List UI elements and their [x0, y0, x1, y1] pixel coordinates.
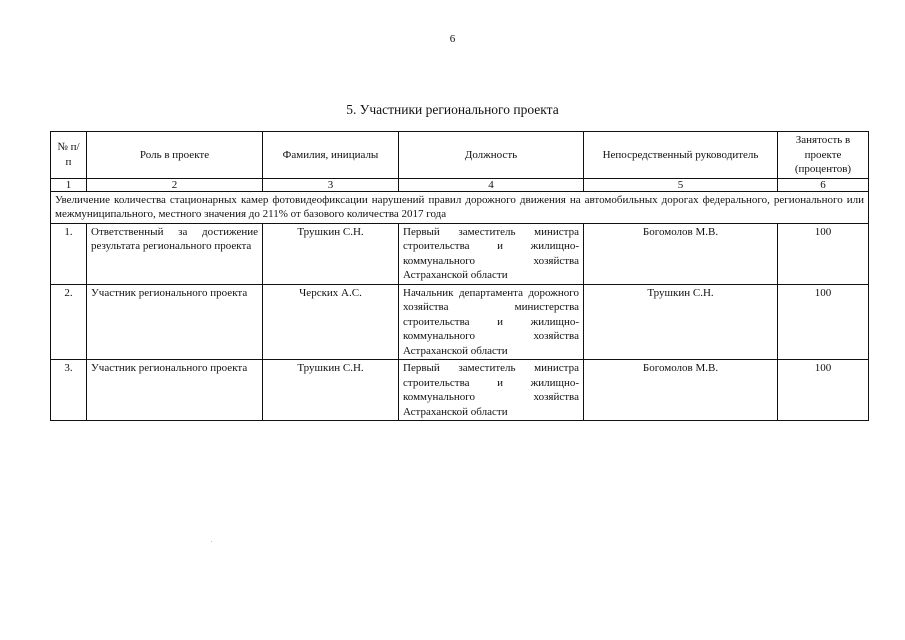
column-number: 5	[584, 178, 778, 191]
header-load: Занятость в проекте (процентов)	[778, 132, 869, 179]
column-number: 6	[778, 178, 869, 191]
row-number: 2.	[51, 284, 87, 360]
row-load: 100	[778, 223, 869, 284]
header-name: Фамилия, инициалы	[263, 132, 399, 179]
column-number: 3	[263, 178, 399, 191]
scan-speck	[211, 541, 212, 542]
row-name: Трушкин С.Н.	[263, 223, 399, 284]
row-position: Первый заместитель министра строительства и жилищно-коммунального хозяйства Астраханской области	[399, 360, 584, 421]
page-number: 6	[449, 33, 456, 45]
header-role: Роль в проекте	[87, 132, 263, 179]
row-load: 100	[778, 284, 869, 360]
row-supervisor: Трушкин С.Н.	[584, 284, 778, 360]
column-number: 4	[399, 178, 584, 191]
row-position: Начальник департамента дорожного хозяйства министерства строительства и жилищно-коммунального хозяйства Астраханской области	[399, 284, 584, 360]
row-number: 1.	[51, 223, 87, 284]
row-load: 100	[778, 360, 869, 421]
header-num: № п/п	[51, 132, 87, 179]
goal-text: Увеличение количества стационарных камер фотовидеофиксации нарушений правил дорожного движения на автомобильных дорогах федерального, регионального или межмуниципального, местного значения до 211% от базового количества 2017 года	[51, 191, 869, 223]
row-role: Ответственный за достижение результата регионального проекта	[87, 223, 263, 284]
table-row	[51, 223, 869, 284]
section-title: 5. Участники регионального проекта	[346, 102, 559, 117]
row-role: Участник регионального проекта	[87, 360, 263, 421]
column-number: 2	[87, 178, 263, 191]
row-position: Первый заместитель министра строительства и жилищно-коммунального хозяйства Астраханской области	[399, 223, 584, 284]
row-role: Участник регионального проекта	[87, 284, 263, 360]
row-supervisor: Богомолов М.В.	[584, 223, 778, 284]
row-name: Трушкин С.Н.	[263, 360, 399, 421]
table-row	[51, 284, 869, 360]
row-number: 3.	[51, 360, 87, 421]
row-supervisor: Богомолов М.В.	[584, 360, 778, 421]
participants-table	[50, 131, 869, 421]
header-row	[51, 132, 869, 179]
table-row	[51, 360, 869, 421]
column-number-row	[51, 178, 869, 191]
header-supervisor: Непосредственный руководитель	[584, 132, 778, 179]
row-name: Черских А.С.	[263, 284, 399, 360]
header-position: Должность	[399, 132, 584, 179]
goal-row	[51, 191, 869, 223]
column-number: 1	[51, 178, 87, 191]
